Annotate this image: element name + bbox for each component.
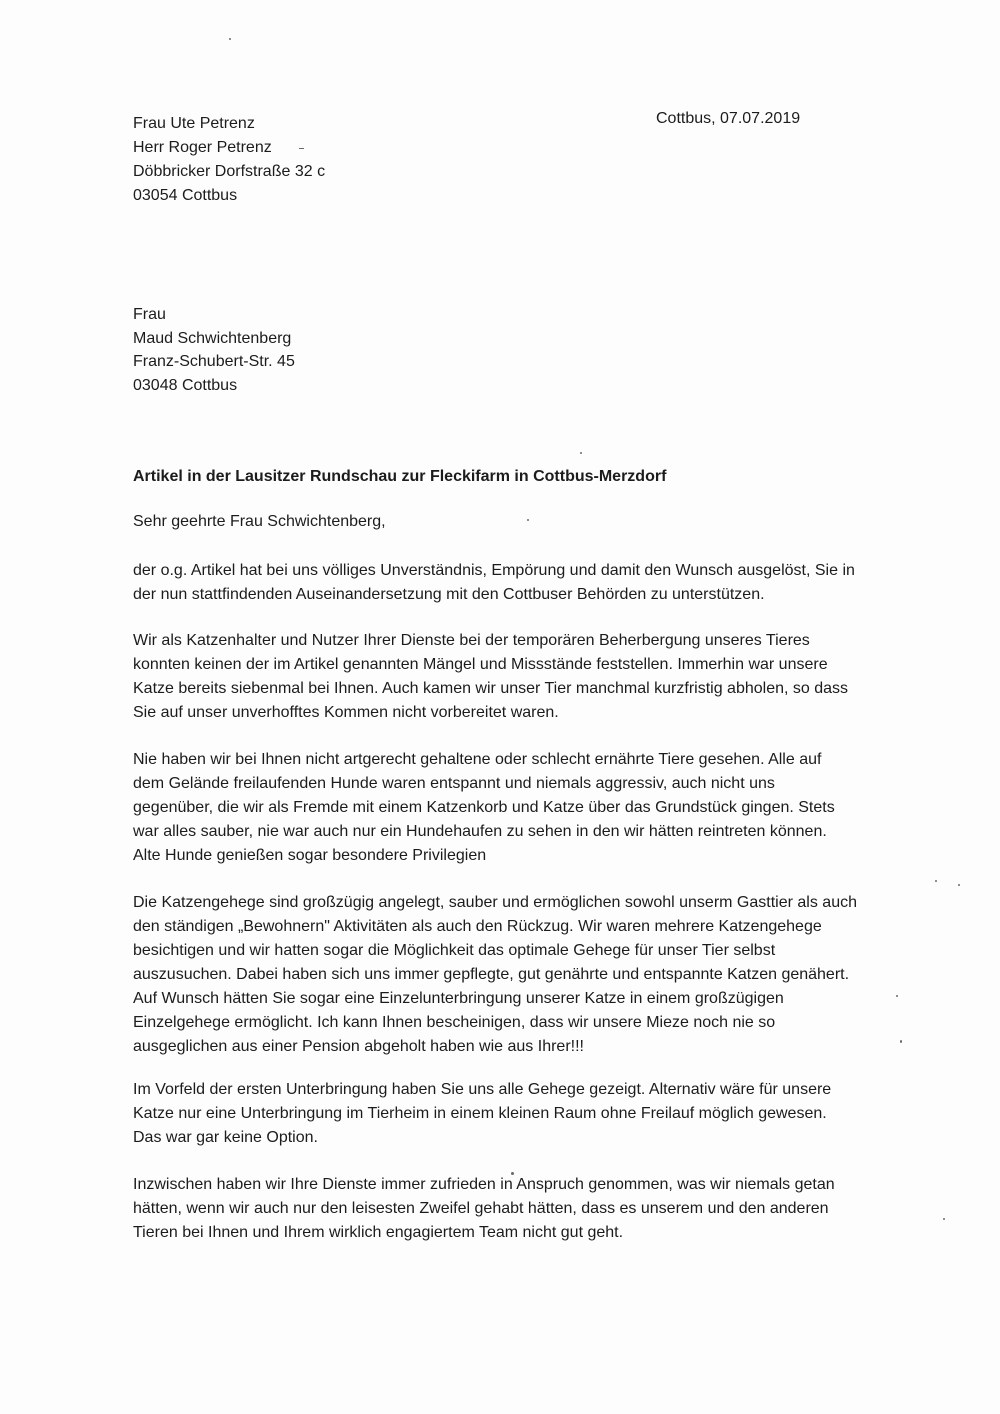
scan-speck [958,884,960,886]
scan-speck [900,1040,902,1043]
sender-line: Herr Roger Petrenz [133,139,272,156]
paragraph-line: konnten keinen der im Artikel genannten Mängel und Missstände feststellen. Immerhin war unsere [133,656,828,673]
body-paragraph [133,891,857,1059]
paragraph-line: Auf Wunsch hätten Sie sogar eine Einzelunterbringung unserer Katze in einem großzügigen [133,990,784,1007]
salutation: Sehr geehrte Frau Schwichtenberg, [133,513,386,530]
paragraph-line: Einzelgehege ermöglicht. Ich kann Ihnen bescheinigen, dass wir unsere Mieze noch nie so [133,1014,776,1031]
scan-speck [896,995,898,997]
paragraph-line: dem Gelände freilaufenden Hunde waren entspannt und niemals aggressiv, auch nicht uns [133,775,775,792]
sender-line: Döbbricker Dorfstraße 32 c [133,163,326,180]
scan-speck [527,519,529,521]
paragraph-line: Alte Hunde genießen sogar besondere Privilegien [133,847,487,864]
paragraph-line: Nie haben wir bei Ihnen nicht artgerecht gehaltene oder schlecht ernährte Tiere gesehen. Alle auf [133,751,822,768]
body-paragraph [133,748,835,868]
paragraph-line: war alles sauber, nie war auch nur ein Hundehaufen zu sehen in den wir hätten reintreten können. [133,823,827,840]
body-paragraph [133,1078,831,1150]
sender-line: Frau Ute Petrenz [133,115,255,132]
sender-address [133,112,325,208]
paragraph-line: besichtigen und wir hatten sogar die Möglichkeit das optimale Gehege für unser Tier selbst [133,942,776,959]
paragraph-line: Katze nur eine Unterbringung im Tierheim in einem kleinen Raum ohne Freilauf möglich gewesen. [133,1105,827,1122]
scan-speck [229,38,231,40]
letter-date: Cottbus, 07.07.2019 [656,110,801,127]
paragraph-line: hätten, wenn wir auch nur den leisesten Zweifel gehabt hätten, dass es unserem und den anderen [133,1200,829,1217]
paragraph-line: Wir als Katzenhalter und Nutzer Ihrer Dienste bei der temporären Beherbergung unseres Tieres [133,632,810,649]
scan-speck [580,452,582,454]
recipient-address [133,303,295,397]
scan-speck [943,1218,945,1220]
paragraph-line: Katze bereits siebenmal bei Ihnen. Auch kamen wir unser Tier manchmal kurzfristig abholen, so dass [133,680,849,697]
scan-speck [299,148,304,149]
sender-line: 03054 Cottbus [133,187,238,204]
recipient-line: Franz-Schubert-Str. 45 [133,353,295,370]
paragraph-line: den ständigen „Bewohnern" Aktivitäten als auch den Rückzug. Wir waren mehrere Katzengehege [133,918,822,935]
recipient-line: 03048 Cottbus [133,376,238,394]
paragraph-line: Inzwischen haben wir Ihre Dienste immer zufrieden in Anspruch genommen, was wir niemals getan [133,1176,835,1193]
scan-speck [935,880,937,882]
recipient-line: Maud Schwichtenberg [133,329,292,347]
paragraph-line: der nun stattfindenden Auseinandersetzung mit den Cottbuser Behörden zu unterstützen. [133,586,765,603]
paragraph-line: Die Katzengehege sind großzügig angelegt, sauber und ermöglichen sowohl unserm Gasttier als auch [133,894,857,911]
paragraph-line: Tieren bei Ihnen und Ihrem wirklich engagiertem Team nicht gut geht. [133,1224,624,1241]
paragraph-line: ausgeglichen aus einer Pension abgeholt haben wie aus Ihrer!!! [133,1038,584,1055]
paragraph-line: gegenüber, die wir als Fremde mit einem Katzenkorb und Katze über das Grundstück gingen. Stets [133,799,835,816]
paragraph-line: Sie auf unser unverhofftes Kommen nicht vorbereitet waren. [133,704,559,721]
paragraph-line: Im Vorfeld der ersten Unterbringung haben Sie uns alle Gehege gezeigt. Alternativ wäre für unsere [133,1081,832,1098]
body-paragraph [133,559,855,607]
paragraph-line: Das war gar keine Option. [133,1129,318,1146]
body-paragraph [133,1173,835,1245]
paragraph-line: der o.g. Artikel hat bei uns völliges Unverständnis, Empörung und damit den Wunsch ausgelöst, Sie in [133,562,855,579]
paragraph-line: auszusuchen. Dabei haben sich uns immer gepflegte, gut genährte und entspannte Katzen genähert. [133,966,850,983]
subject-line: Artikel in der Lausitzer Rundschau zur Fleckifarm in Cottbus-Merzdorf [133,468,667,485]
recipient-line: Frau [133,306,166,323]
scan-speck [511,1172,514,1175]
body-paragraph [133,629,848,725]
